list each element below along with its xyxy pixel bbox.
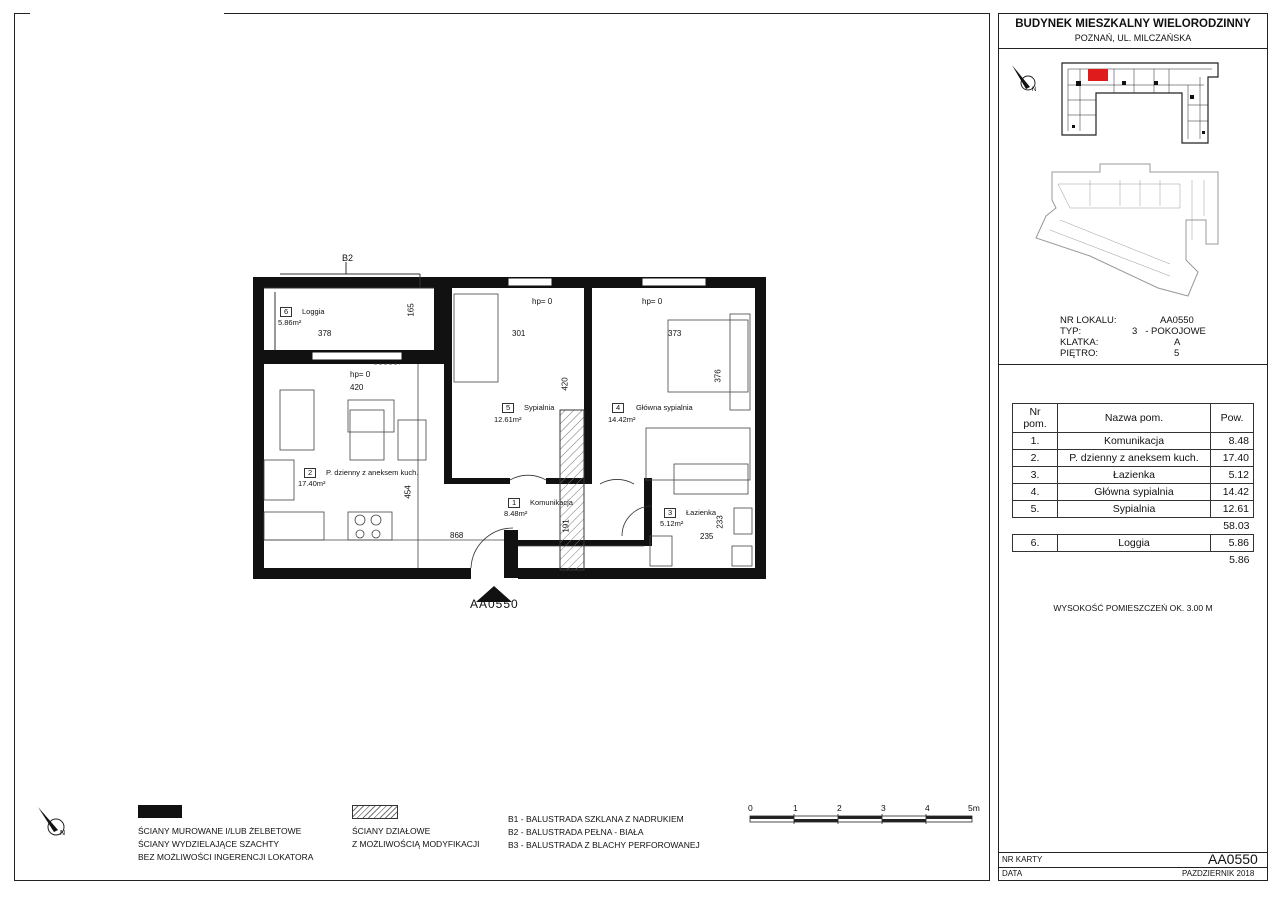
- unit-label-nr: NR LOKALU:: [1060, 315, 1117, 326]
- legend-partition-2: Z MOŻLIWOŚCIĄ MODYFIKACJI: [352, 839, 480, 849]
- scale-tick-4: 4: [925, 803, 930, 813]
- cell-area: 17.40: [1211, 450, 1254, 467]
- dim-233: 233: [715, 515, 725, 529]
- dim-301: 301: [512, 329, 526, 338]
- room-name-lazienka: Łazienka: [686, 508, 717, 517]
- room-name-glowna: Główna sypialnia: [636, 403, 693, 412]
- dim-373: 373: [668, 329, 682, 338]
- cell-name: P. dzienny z aneksem kuch.: [1058, 450, 1211, 467]
- room-num-loggia: 6: [280, 307, 292, 317]
- cell-name: Sypialnia: [1058, 501, 1211, 518]
- dim-376: 376: [713, 369, 723, 383]
- panel-divider-4: [998, 867, 1268, 868]
- compass-icon: [34, 803, 74, 843]
- room-num-sypialnia: 5: [502, 403, 514, 413]
- hp-label-2: hp= 0: [642, 297, 663, 306]
- dim-378: 378: [318, 329, 332, 338]
- compass-small: [1012, 65, 1036, 93]
- legend-balustrade-2: B2 - BALUSTRADA PEŁNA - BIAŁA: [508, 827, 644, 837]
- rooms-table: [1012, 403, 1254, 568]
- key-plan-site: [1030, 160, 1226, 300]
- room-area-glowna: 14.42m²: [608, 415, 636, 424]
- unit-entrance-label: AA0550: [470, 597, 519, 611]
- svg-text:N: N: [1032, 87, 1037, 93]
- scale-tick-1: 1: [793, 803, 798, 813]
- floor-plan: [250, 250, 770, 620]
- cell-name: Komunikacja: [1058, 433, 1211, 450]
- cell-name: Loggia: [1058, 535, 1211, 552]
- card-label: NR KARTY: [1002, 855, 1043, 864]
- room-area-loggia: 5.86m²: [278, 318, 302, 327]
- unit-value-typ: 3 - POKOJOWE: [1132, 326, 1206, 337]
- scale-tick-2: 2: [837, 803, 842, 813]
- col-header-nr: Nr pom.: [1013, 404, 1058, 433]
- room-num-glowna: 4: [612, 403, 624, 413]
- room-num-dzienny: 2: [304, 468, 316, 478]
- building-title: BUDYNEK MIESZKALNY WIELORODZINNY: [1015, 18, 1251, 30]
- scale-tick-3: 3: [881, 803, 886, 813]
- cell-area: 12.61: [1211, 501, 1254, 518]
- scale-tick-0: 0: [748, 803, 753, 813]
- legend-swatch-structural: [138, 805, 182, 818]
- scale-tick-5: 5m: [968, 803, 980, 813]
- cell-nr: 4.: [1013, 484, 1058, 501]
- col-header-area: Pow.: [1211, 404, 1254, 433]
- cell-nr: 5.: [1013, 501, 1058, 518]
- dim-454: 454: [403, 485, 413, 499]
- unit-value-klatka: A: [1174, 337, 1181, 348]
- subtotal-value: 58.03: [1223, 520, 1250, 532]
- svg-text:N: N: [60, 830, 66, 837]
- cell-name: Główna sypialnia: [1058, 484, 1211, 501]
- dim-420-living: 420: [350, 383, 364, 392]
- cell-area: 8.48: [1211, 433, 1254, 450]
- room-num-lazienka: 3: [664, 508, 676, 518]
- balcony-mark: B2: [342, 253, 354, 263]
- room-name-loggia: Loggia: [302, 307, 325, 316]
- panel-divider-1: [998, 48, 1268, 49]
- legend-structural-3: BEZ MOŻLIWOŚCI INGERENCJI LOKATORA: [138, 852, 314, 862]
- table-row: [1013, 501, 1254, 518]
- key-plan-top: [1004, 55, 1226, 155]
- room-area-dzienny: 17.40m²: [298, 479, 326, 488]
- legend-structural-2: ŚCIANY WYDZIELAJĄCE SZACHTY: [138, 839, 280, 849]
- subtotal-row: [1013, 518, 1254, 535]
- dim-165: 165: [406, 303, 416, 317]
- dim-420-bed: 420: [560, 377, 570, 391]
- legend-partition-1: ŚCIANY DZIAŁOWE: [352, 826, 431, 836]
- cell-name: Łazienka: [1058, 467, 1211, 484]
- table-row: [1013, 484, 1254, 501]
- dim-235: 235: [700, 532, 714, 541]
- room-name-dzienny: P. dzienny z aneksem kuch.: [326, 468, 419, 477]
- cell-nr: 6.: [1013, 535, 1058, 552]
- room-height-note: WYSOKOŚĆ POMIESZCZEŃ OK. 3.00 M: [1053, 603, 1213, 613]
- unit-label-pietro: PIĘTRO:: [1060, 348, 1099, 359]
- col-header-name: Nazwa pom.: [1058, 404, 1211, 433]
- room-area-lazienka: 5.12m²: [660, 519, 684, 528]
- unit-highlight: [1088, 69, 1108, 81]
- date-value: PAZDZIERNIK 2018: [1182, 869, 1255, 878]
- table-row: [1013, 450, 1254, 467]
- frame-top-gap: [30, 12, 224, 15]
- room-name-sypialnia: Sypialnia: [524, 403, 555, 412]
- frame-corner-mark: [14, 11, 30, 13]
- rooms-table-header: [1013, 404, 1254, 433]
- building-address: POZNAŃ, UL. MILCZAŃSKA: [1074, 33, 1192, 43]
- date-label: DATA: [1002, 869, 1023, 878]
- hp-label-3: hp= 0: [350, 370, 371, 379]
- legend-swatch-partition: [352, 805, 398, 819]
- legend-balustrade-1: B1 - BALUSTRADA SZKLANA Z NADRUKIEM: [508, 814, 684, 824]
- unit-label-klatka: KLATKA:: [1060, 337, 1099, 348]
- legend-balustrade-3: B3 - BALUSTRADA Z BLACHY PERFOROWANEJ: [508, 840, 700, 850]
- room-name-komunikacja: Komunikacja: [530, 498, 573, 507]
- room-num-komunikacja: 1: [508, 498, 520, 508]
- extra-total-value: 5.86: [1229, 554, 1250, 566]
- dim-191: 191: [561, 519, 571, 533]
- scale-bar: [748, 814, 978, 826]
- cell-area: 5.12: [1211, 467, 1254, 484]
- cell-area: 5.86: [1211, 535, 1254, 552]
- card-value: AA0550: [1208, 851, 1258, 867]
- cell-nr: 2.: [1013, 450, 1058, 467]
- dim-868: 868: [450, 531, 464, 540]
- unit-value-nr: AA0550: [1160, 315, 1194, 326]
- room-area-sypialnia: 12.61m²: [494, 415, 522, 424]
- cell-nr: 3.: [1013, 467, 1058, 484]
- legend-structural-1: ŚCIANY MUROWANE I/LUB ŻELBETOWE: [138, 826, 302, 836]
- cell-nr: 1.: [1013, 433, 1058, 450]
- unit-value-pietro: 5: [1174, 348, 1180, 359]
- hp-label-1: hp= 0: [532, 297, 553, 306]
- extra-total-row: [1013, 552, 1254, 569]
- table-row: [1013, 433, 1254, 450]
- table-row: [1013, 535, 1254, 552]
- unit-label-typ: TYP:: [1060, 326, 1082, 337]
- panel-divider-2: [998, 364, 1268, 365]
- table-row: [1013, 467, 1254, 484]
- room-area-komunikacja: 8.48m²: [504, 509, 528, 518]
- cell-area: 14.42: [1211, 484, 1254, 501]
